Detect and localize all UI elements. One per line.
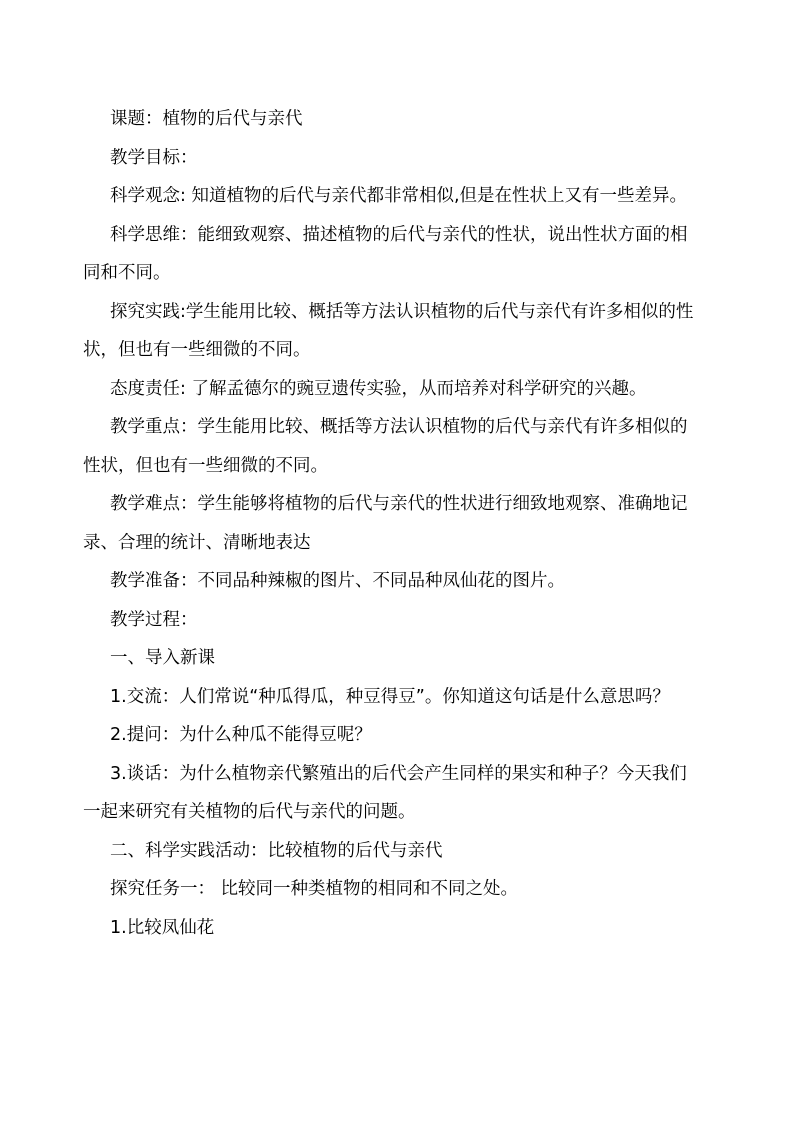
paragraph-line: 探究实践:学生能用比较、概括等方法认识植物的后代与亲代有许多相似的性 <box>110 301 694 322</box>
lesson-title: 课题：植物的后代与亲代 <box>110 109 303 129</box>
teaching-preparation: 教学准备：不同品种辣椒的图片、不同品种凤仙花的图片。 <box>110 571 565 591</box>
paragraph-line: 一起来研究有关植物的后代与亲代的问题。 <box>83 802 416 822</box>
objectives-heading: 教学目标： <box>110 147 198 168</box>
teaching-difficulty <box>83 485 728 562</box>
section-heading-intro: 一、导入新课 <box>110 648 215 668</box>
paragraph-line: 教学重点：学生能用比较、概括等方法认识植物的后代与亲代有许多相似的 <box>110 417 688 437</box>
paragraph-line: 同和不同。 <box>83 263 171 283</box>
paragraph-line: 录、合理的统计、清晰地表达 <box>83 532 311 553</box>
objective-attitude-responsibility: 态度责任: 了解孟德尔的豌豆遗传实验，从而培养对科学研究的兴趣。 <box>110 378 647 399</box>
step-question: 2.提问：为什么种瓜不能得豆呢？ <box>110 725 372 745</box>
document-body <box>83 100 728 947</box>
objective-inquiry-practice <box>83 293 728 370</box>
paragraph-line: 教学难点：学生能够将植物的后代与亲代的性状进行细致地观察、准确地记 <box>110 494 688 514</box>
paragraph-line: 3.谈话：为什么植物亲代繁殖出的后代会产生同样的果实和种子？今天我们 <box>110 763 687 784</box>
step-talk <box>83 755 728 832</box>
objective-science-concept: 科学观念: 知道植物的后代与亲代都非常相似,但是在性状上又有一些差异。 <box>110 186 688 206</box>
paragraph-line: 性状，但也有一些细微的不同。 <box>83 455 328 476</box>
process-heading: 教学过程： <box>110 609 198 630</box>
paragraph-line: 状，但也有一些细微的不同。 <box>83 340 311 360</box>
section-heading-practice: 二、科学实践活动：比较植物的后代与亲代 <box>110 840 443 861</box>
objective-science-thinking <box>83 216 728 293</box>
teaching-key-point <box>83 408 728 485</box>
step-exchange: 1.交流：人们常说“种瓜得瓜，种豆得豆”。你知道这句话是什么意思吗？ <box>110 686 670 707</box>
item-compare-balsam: 1.比较凤仙花 <box>110 917 215 938</box>
inquiry-task-one: 探究任务一： 比较同一种类植物的相同和不同之处。 <box>110 879 519 899</box>
paragraph-line: 科学思维：能细致观察、描述植物的后代与亲代的性状，说出性状方面的相 <box>110 224 688 245</box>
